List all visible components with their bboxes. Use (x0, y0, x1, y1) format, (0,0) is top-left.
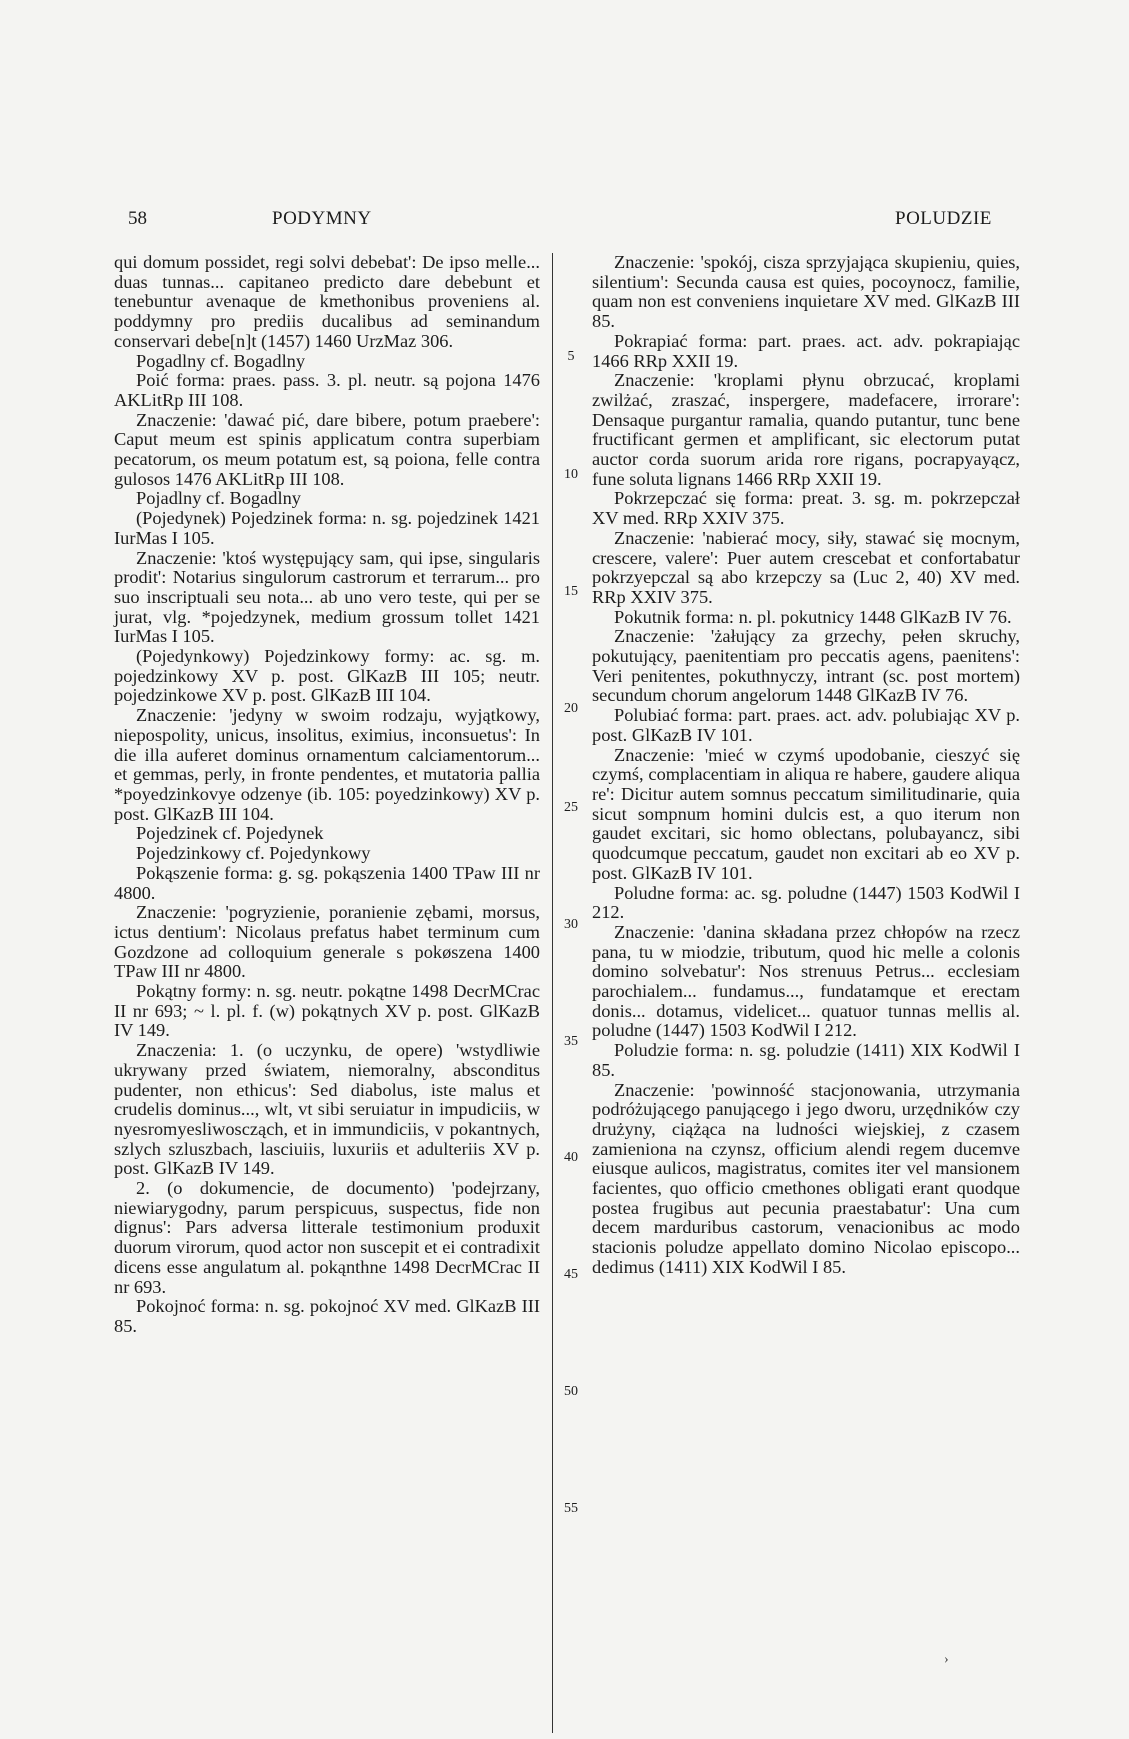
entry-paragraph: Znaczenie: 'danina składana przez chłopów na rzecz pana, tu w miodzie, tributum, quod hic melle a colonis domino solvebatur': Nos strenuus Petrus... ecclesiam parochialem... fundamus..., fundatamque et erectam donis... dotamus, videlicet... quatuor tunnas mellis al. poludne (1447) 1503 KodWil I 212. (592, 921, 1020, 1041)
line-number: 25 (564, 800, 578, 815)
line-number: 15 (564, 584, 578, 599)
entry-paragraph: Pojadlny cf. Bogadlny (136, 488, 301, 509)
entry-paragraph: Znaczenie: 'jedyny w swoim rodzaju, wyjątkowy, niepospolity, unicus, insolitus, eximius, inconsuetus': In die illa auferet dominus ornamentum calciamentorum... et gemmas, perly, in fronte pendentes, et mutatoria pallia *poyedzinkovye odzenye (ib. 105: poyedzinkowy) XV p. post. GlKazB III 104. (114, 705, 540, 824)
entry-paragraph: Pojedzinkowy cf. Pojedynkowy (136, 843, 371, 864)
line-number: 40 (564, 1150, 578, 1165)
entry-paragraph: Pokojnoć forma: n. sg. pokojnoć XV med. GlKazB III 85. (114, 1296, 540, 1336)
corner-mark: › (944, 1652, 949, 1667)
entry-paragraph: 2. (o dokumencie, de documento) 'podejrzany, niewiarygodny, parum perspicuus, suspectus, fide non dignus': Pars adversa litterale testimonium produxit duorum virorum, quod actor non suscepit et ei contradixit dicens esse angulatum al. pokąnthne 1498 DecrMCrac II nr 693. (114, 1178, 540, 1297)
line-number: 30 (564, 917, 578, 932)
entry-paragraph: Znaczenie: 'powinność stacjonowania, utrzymania podróżującego panującego i jego dworu, urzędników czy drużyny, ciążąca na ludności wiejskiej, z czasem zamieniona na czynsz, officium alendi regem ducemve eiusque aulicos, magistratus, comites iter vel mansionem facientes, quo officio cmethones obligati erant quodque postea frugibus aut pecunia praestabatur': Una cum decem marduribus castorum, venacionibus ac modo stacionis poludze appellato domino Nicolao episcopo... dedimus (1411) XIX KodWil I 85. (592, 1079, 1020, 1277)
entry-paragraph: Znaczenie: 'ktoś występujący sam, qui ipse, singularis prodit': Notarius singulorum castrorum et terrarum... pro suo inscriptuali seu nota... ab uno vero teste, qui per se jurat, vlg. *pojedzynek, medium grossum tollet 1421 IurMas I 105. (114, 547, 540, 647)
right-column (592, 253, 1020, 1278)
entry-paragraph: Znaczenia: 1. (o uczynku, de opere) 'wstydliwie ukrywany przed światem, niemoralny, absconditus pudenter, non ethicus': Sed diabolus, iste malus et crudelis dominus..., wlt, vt sibi seruiatur in impudiciis, w nyesromyesliwoscząch, et in immundiciis, v pokantnych, szlych szluszbach, lasciuiis, luxuriis et adulteriis XV p. post. GlKazB IV 149. (114, 1040, 540, 1179)
running-header (0, 208, 1129, 238)
line-number: 35 (564, 1034, 578, 1049)
entry-paragraph: Pokąszenie forma: g. sg. pokąszenia 1400 TPaw III nr 4800. (114, 862, 540, 903)
entry-paragraph: Znaczenie: 'mieć w czymś upodobanie, cieszyć się czymś, complacentiam in aliqua re habere, gaudere aliqua re': Dicitur autem somnus peccatum similitudinarie, quia sicut sompnum homini dulcis est, a quo iterum non gaudet excitari, sic homo oblectans, polubayancz, sibi quodcumque peccatum, gaudet non excitari ab eo XV p. post. GlKazB IV 101. (592, 744, 1020, 883)
page-number: 58 (128, 208, 147, 229)
entry-paragraph: Poludne forma: ac. sg. poludne (1447) 1503 KodWil I 212. (592, 882, 1020, 923)
entry-paragraph: Poić forma: praes. pass. 3. pl. neutr. są pojona 1476 AKLitRp III 108. (114, 370, 540, 410)
entry-paragraph: Pokutnik forma: n. pl. pokutnicy 1448 GlKazB IV 76. (614, 606, 1012, 627)
entry-paragraph: Znaczenie: 'żałujący za grzechy, pełen skruchy, pokutujący, paenitentiam pro peccatis agens, paenitens': Veri penitentes, pokuthnyczy, intrant (sc. post mortem) secundum chorum angelorum 1448 GlKazB IV 76. (592, 626, 1020, 706)
left-headword: PODYMNY (272, 208, 372, 229)
line-number: 10 (564, 467, 578, 482)
entry-paragraph: Pokrapiać forma: part. praes. act. adv. pokrapiając 1466 RRp XXII 19. (592, 330, 1020, 371)
entry-paragraph: Znaczenie: 'pogryzienie, poranienie zębami, morsus, ictus dentium': Nicolaus prefatus habet terminum cum Gozdzone ad colloquium generale s pokøszena 1400 TPaw III nr 4800. (114, 902, 540, 982)
right-headword: POLUDZIE (895, 208, 992, 229)
entry-paragraph: Znaczenie: 'spokój, cisza sprzyjająca skupieniu, quies, silentium': Secunda causa est quies, pocoynocz, familie, quam non est conveniens inquietare XV med. GlKazB III 85. (592, 252, 1020, 332)
entry-paragraph: (Pojedynek) Pojedzinek forma: n. sg. pojedzinek 1421 IurMas I 105. (114, 508, 540, 548)
entry-paragraph: Pokrzepczać się forma: preat. 3. sg. m. pokrzepczał XV med. RRp XXIV 375. (592, 488, 1020, 529)
line-number: 20 (564, 701, 578, 716)
line-number: 45 (564, 1267, 578, 1282)
line-number: 55 (564, 1501, 578, 1516)
entry-paragraph: Znaczenie: 'nabierać mocy, siły, stawać się mocnym, crescere, valere': Puer autem crescebat et confortabatur pokrzyepczal są abo krzepczy sa (Luc 2, 40) XV med. RRp XXIV 375. (592, 527, 1020, 607)
entry-paragraph: Polubiać forma: part. praes. act. adv. polubiając XV p. post. GlKazB IV 101. (592, 705, 1020, 745)
entry-paragraph: Znaczenie: 'kroplami płynu obrzucać, kroplami zwilżać, zraszać, inspergere, madefacere, irrorare': Densaque purgantur ramalia, quando putantur, tunc bene fructificant germen et amplificant, sic electorum putat auctor corda suorum arida rore rigans, pocrapyayącz, fune soluta lignans 1466 RRp XXII 19. (592, 370, 1020, 489)
entry-paragraph: Poludzie forma: n. sg. poludzie (1411) XIX KodWil I 85. (592, 1040, 1020, 1080)
line-number: 5 (567, 349, 575, 364)
entry-paragraph: (Pojedynkowy) Pojedzinkowy formy: ac. sg. m. pojedzinkowy XV p. post. GlKazB III 105; neutr. pojedzinkowe XV p. post. GlKazB III 104. (114, 646, 540, 706)
entry-paragraph: Pokątny formy: n. sg. neutr. pokątne 1498 DecrMCrac II nr 693; ~ l. pl. f. (w) pokątnych XV p. post. GlKazB IV 149. (114, 981, 540, 1041)
entry-paragraph: Pojedzinek cf. Pojedynek (136, 823, 324, 844)
entry-paragraph: Znaczenie: 'dawać pić, dare bibere, potum praebere': Caput meum est spinis applicatum contra superbiam pecatorum, os meum potatum est, są poiona, felle contra gulosos 1476 AKLitRp III 108. (114, 409, 540, 489)
entry-paragraph: qui domum possidet, regi solvi debebat': De ipso melle... duas tunnas... capitaneo predicto dare debebunt et tenebuntur avenaque de kmethonibus proveniens al. poddymny pro prediis ducalibus ad seminandum conservari debe[n]t (1457) 1460 UrzMaz 306. (114, 252, 540, 351)
line-number: 50 (564, 1384, 578, 1399)
left-column (114, 253, 540, 1337)
entry-paragraph: Pogadlny cf. Bogadlny (136, 350, 306, 371)
column-divider (552, 253, 553, 1733)
